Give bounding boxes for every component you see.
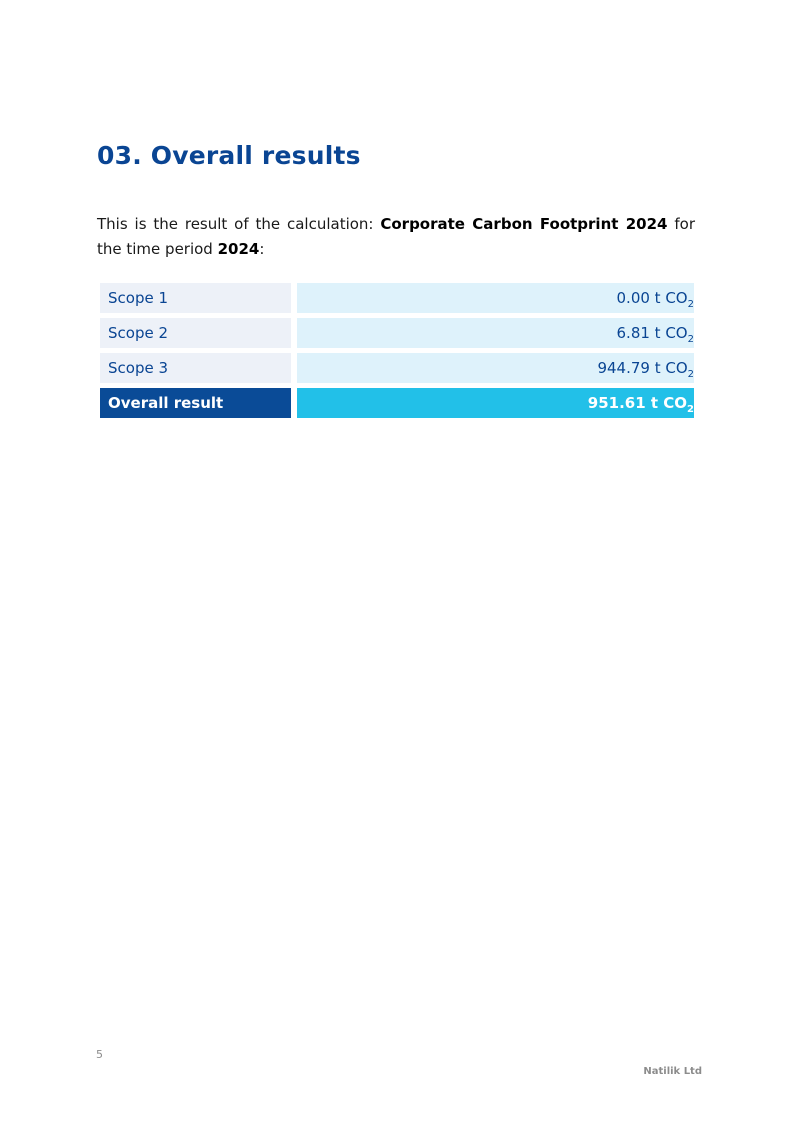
- overall-result-label: Overall result: [100, 388, 291, 418]
- results-row-scope-3: [100, 353, 694, 383]
- scope-1-value-cell: [297, 283, 694, 313]
- results-row-overall: [100, 388, 694, 418]
- section-title: 03. Overall results: [97, 141, 361, 170]
- results-row-scope-2: [100, 318, 694, 348]
- scope-1-unit-subscript: 2: [687, 299, 694, 310]
- overall-result-value: 951.61 t CO: [587, 394, 688, 412]
- time-period: 2024: [217, 240, 260, 258]
- overall-result-value-cell: [297, 388, 694, 418]
- scope-2-unit-subscript: 2: [687, 334, 694, 345]
- overall-result-unit-subscript: 2: [687, 404, 694, 415]
- results-row-scope-1: [100, 283, 694, 313]
- scope-2-label: Scope 2: [100, 318, 291, 348]
- page-number: 5: [96, 1048, 103, 1061]
- intro-middle: for the time period: [97, 215, 695, 258]
- results-table: [100, 283, 694, 423]
- scope-3-value: 944.79 t CO: [597, 359, 688, 377]
- scope-2-value-cell: [297, 318, 694, 348]
- calculation-name: Corporate Carbon Footprint 2024: [380, 215, 668, 233]
- scope-1-label: Scope 1: [100, 283, 291, 313]
- scope-2-value: 6.81 t CO: [616, 324, 688, 342]
- scope-3-value-cell: [297, 353, 694, 383]
- company-name: Natilik Ltd: [643, 1066, 702, 1077]
- intro-prefix: This is the result of the calculation:: [97, 215, 381, 233]
- intro-suffix: :: [259, 240, 265, 258]
- scope-3-label: Scope 3: [100, 353, 291, 383]
- intro-paragraph: [97, 212, 695, 262]
- scope-3-unit-subscript: 2: [687, 369, 694, 380]
- scope-1-value: 0.00 t CO: [616, 289, 688, 307]
